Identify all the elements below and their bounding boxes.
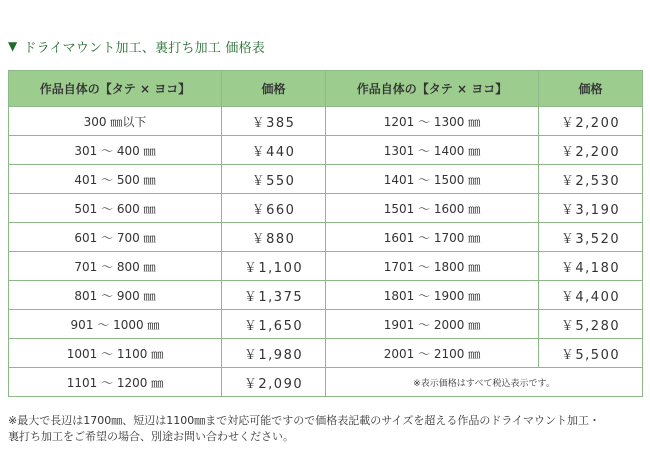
price-cell: ￥440 [222,136,326,165]
size-cell: 1501 ～ 1600 ㎜ [326,194,539,223]
price-table [8,70,643,397]
size-cell: 701 ～ 800 ㎜ [9,252,222,281]
size-cell: 2001 ～ 2100 ㎜ [326,339,539,368]
size-cell: 1201 ～ 1300 ㎜ [326,107,539,136]
price-cell: ￥385 [222,107,326,136]
page-heading [8,36,265,56]
table-row [9,107,643,136]
price-cell: ￥2,200 [539,107,643,136]
price-cell: ￥3,520 [539,223,643,252]
price-cell: ￥4,400 [539,281,643,310]
table-row [9,281,643,310]
size-cell: 1001 ～ 1100 ㎜ [9,339,222,368]
table-row [9,223,643,252]
tax-note: ※表示価格はすべて税込表示です。 [326,368,643,397]
price-cell: ￥1,650 [222,310,326,339]
header-price-left: 価格 [222,71,326,107]
size-cell: 1401 ～ 1500 ㎜ [326,165,539,194]
size-cell: 300 ㎜以下 [9,107,222,136]
table-row [9,339,643,368]
size-cell: 1301 ～ 1400 ㎜ [326,136,539,165]
triangle-down-icon: ▼ [8,39,18,53]
price-cell: ￥550 [222,165,326,194]
table-row [9,165,643,194]
table-row [9,252,643,281]
price-cell: ￥880 [222,223,326,252]
size-cell: 901 ～ 1000 ㎜ [9,310,222,339]
table-row [9,194,643,223]
price-cell: ￥1,100 [222,252,326,281]
size-cell: 801 ～ 900 ㎜ [9,281,222,310]
table-header-row [9,71,643,107]
price-cell: ￥660 [222,194,326,223]
footnote-line: 裏打ち加工をご希望の場合、別途お問い合わせください。 [8,430,294,443]
page-title: ドライマウント加工、裏打ち加工 価格表 [23,40,265,56]
price-cell: ￥2,200 [539,136,643,165]
size-cell: 1601 ～ 1700 ㎜ [326,223,539,252]
size-cell: 1801 ～ 1900 ㎜ [326,281,539,310]
price-cell: ￥2,090 [222,368,326,397]
size-cell: 1901 ～ 2000 ㎜ [326,310,539,339]
table-row [9,368,643,397]
size-cell: 301 ～ 400 ㎜ [9,136,222,165]
size-cell: 601 ～ 700 ㎜ [9,223,222,252]
price-cell: ￥5,500 [539,339,643,368]
size-cell: 401 ～ 500 ㎜ [9,165,222,194]
size-cell: 1701 ～ 1800 ㎜ [326,252,539,281]
footnote [8,413,644,445]
size-cell: 501 ～ 600 ㎜ [9,194,222,223]
header-size-right: 作品自体の【タテ × ヨコ】 [326,71,539,107]
header-price-right: 価格 [539,71,643,107]
size-cell: 1101 ～ 1200 ㎜ [9,368,222,397]
price-cell: ￥2,530 [539,165,643,194]
price-cell: ￥1,980 [222,339,326,368]
table-row [9,310,643,339]
price-cell: ￥3,190 [539,194,643,223]
header-size-left: 作品自体の【タテ × ヨコ】 [9,71,222,107]
table-row [9,136,643,165]
footnote-line: ※最大で長辺は1700㎜、短辺は1100㎜まで対応可能ですので価格表記載のサイズを超える作品のドライマウント加工・ [8,414,600,427]
price-cell: ￥5,280 [539,310,643,339]
price-cell: ￥4,180 [539,252,643,281]
price-cell: ￥1,375 [222,281,326,310]
